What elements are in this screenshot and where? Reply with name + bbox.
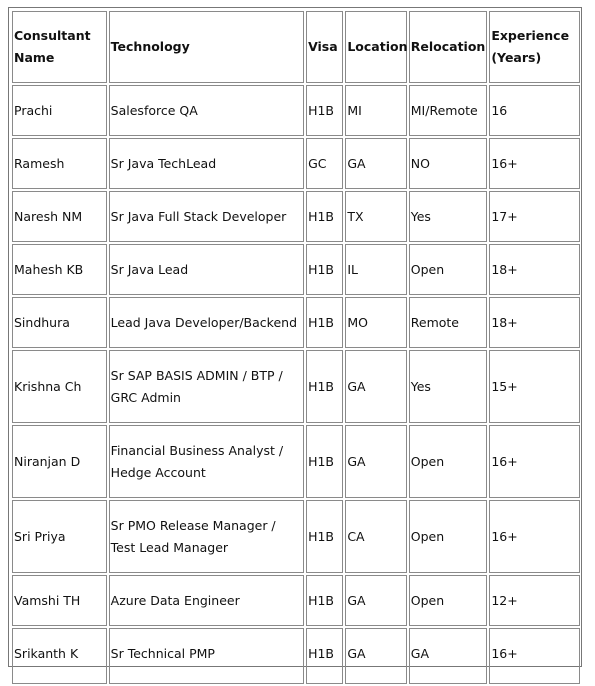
cell-location: IL: [345, 244, 406, 295]
cell-experience: 18+: [489, 244, 580, 295]
cell-experience: 18+: [489, 297, 580, 348]
cell-consultant-name: Prachi: [12, 85, 107, 136]
cell-experience: 16+: [489, 500, 580, 573]
cell-relocation: MI/Remote: [409, 85, 488, 136]
cell-location: GA: [345, 425, 406, 498]
cell-location: GA: [345, 138, 406, 189]
cell-relocation: Yes: [409, 350, 488, 423]
table-row: [12, 297, 580, 348]
table-row: [12, 191, 580, 242]
cell-visa: GC: [306, 138, 343, 189]
cell-technology: Financial Business Analyst / Hedge Account: [109, 425, 304, 498]
consultant-table-frame: [8, 7, 582, 667]
cell-relocation: Open: [409, 575, 488, 626]
table-row: [12, 138, 580, 189]
table-row: [12, 244, 580, 295]
cell-location: GA: [345, 350, 406, 423]
cell-technology: Azure Data Engineer: [109, 575, 304, 626]
cell-consultant-name: Naresh NM: [12, 191, 107, 242]
cell-location: CA: [345, 500, 406, 573]
header-visa: Visa: [306, 11, 343, 83]
cell-experience: 16+: [489, 138, 580, 189]
cell-consultant-name: Ramesh: [12, 138, 107, 189]
cell-consultant-name: Mahesh KB: [12, 244, 107, 295]
cell-location: GA: [345, 575, 406, 626]
cell-consultant-name: Srikanth K: [12, 628, 107, 684]
header-location: Location: [345, 11, 406, 83]
cell-relocation: Open: [409, 500, 488, 573]
cell-technology: Lead Java Developer/Backend: [109, 297, 304, 348]
cell-visa: H1B: [306, 297, 343, 348]
cell-location: MI: [345, 85, 406, 136]
table-row: [12, 425, 580, 498]
cell-consultant-name: Sri Priya: [12, 500, 107, 573]
header-consultant-name: Consultant Name: [12, 11, 107, 83]
cell-consultant-name: Sindhura: [12, 297, 107, 348]
cell-relocation: Remote: [409, 297, 488, 348]
cell-relocation: Yes: [409, 191, 488, 242]
cell-visa: H1B: [306, 628, 343, 684]
cell-technology: Sr Java TechLead: [109, 138, 304, 189]
cell-technology: Sr Technical PMP: [109, 628, 304, 684]
cell-relocation: Open: [409, 244, 488, 295]
table-row: [12, 575, 580, 626]
cell-visa: H1B: [306, 191, 343, 242]
cell-relocation: NO: [409, 138, 488, 189]
cell-visa: H1B: [306, 244, 343, 295]
cell-visa: H1B: [306, 425, 343, 498]
consultant-table: [10, 9, 582, 686]
cell-consultant-name: Niranjan D: [12, 425, 107, 498]
cell-technology: Salesforce QA: [109, 85, 304, 136]
cell-technology: Sr PMO Release Manager / Test Lead Manager: [109, 500, 304, 573]
cell-visa: H1B: [306, 85, 343, 136]
cell-visa: H1B: [306, 350, 343, 423]
cell-experience: 15+: [489, 350, 580, 423]
cell-visa: H1B: [306, 500, 343, 573]
table-row: [12, 350, 580, 423]
cell-relocation: Open: [409, 425, 488, 498]
cell-technology: Sr SAP BASIS ADMIN / BTP / GRC Admin: [109, 350, 304, 423]
cell-consultant-name: Vamshi TH: [12, 575, 107, 626]
cell-experience: 16: [489, 85, 580, 136]
header-technology: Technology: [109, 11, 304, 83]
table-row: [12, 500, 580, 573]
cell-location: MO: [345, 297, 406, 348]
cell-consultant-name: Krishna Ch: [12, 350, 107, 423]
cell-relocation: GA: [409, 628, 488, 684]
header-experience: Experience (Years): [489, 11, 580, 83]
cell-experience: 12+: [489, 575, 580, 626]
cell-technology: Sr Java Lead: [109, 244, 304, 295]
cell-experience: 16+: [489, 628, 580, 684]
header-relocation: Relocation: [409, 11, 488, 83]
cell-location: TX: [345, 191, 406, 242]
table-row: [12, 628, 580, 684]
cell-location: GA: [345, 628, 406, 684]
cell-visa: H1B: [306, 575, 343, 626]
cell-experience: 16+: [489, 425, 580, 498]
table-row: [12, 85, 580, 136]
table-header-row: [12, 11, 580, 83]
cell-experience: 17+: [489, 191, 580, 242]
cell-technology: Sr Java Full Stack Developer: [109, 191, 304, 242]
